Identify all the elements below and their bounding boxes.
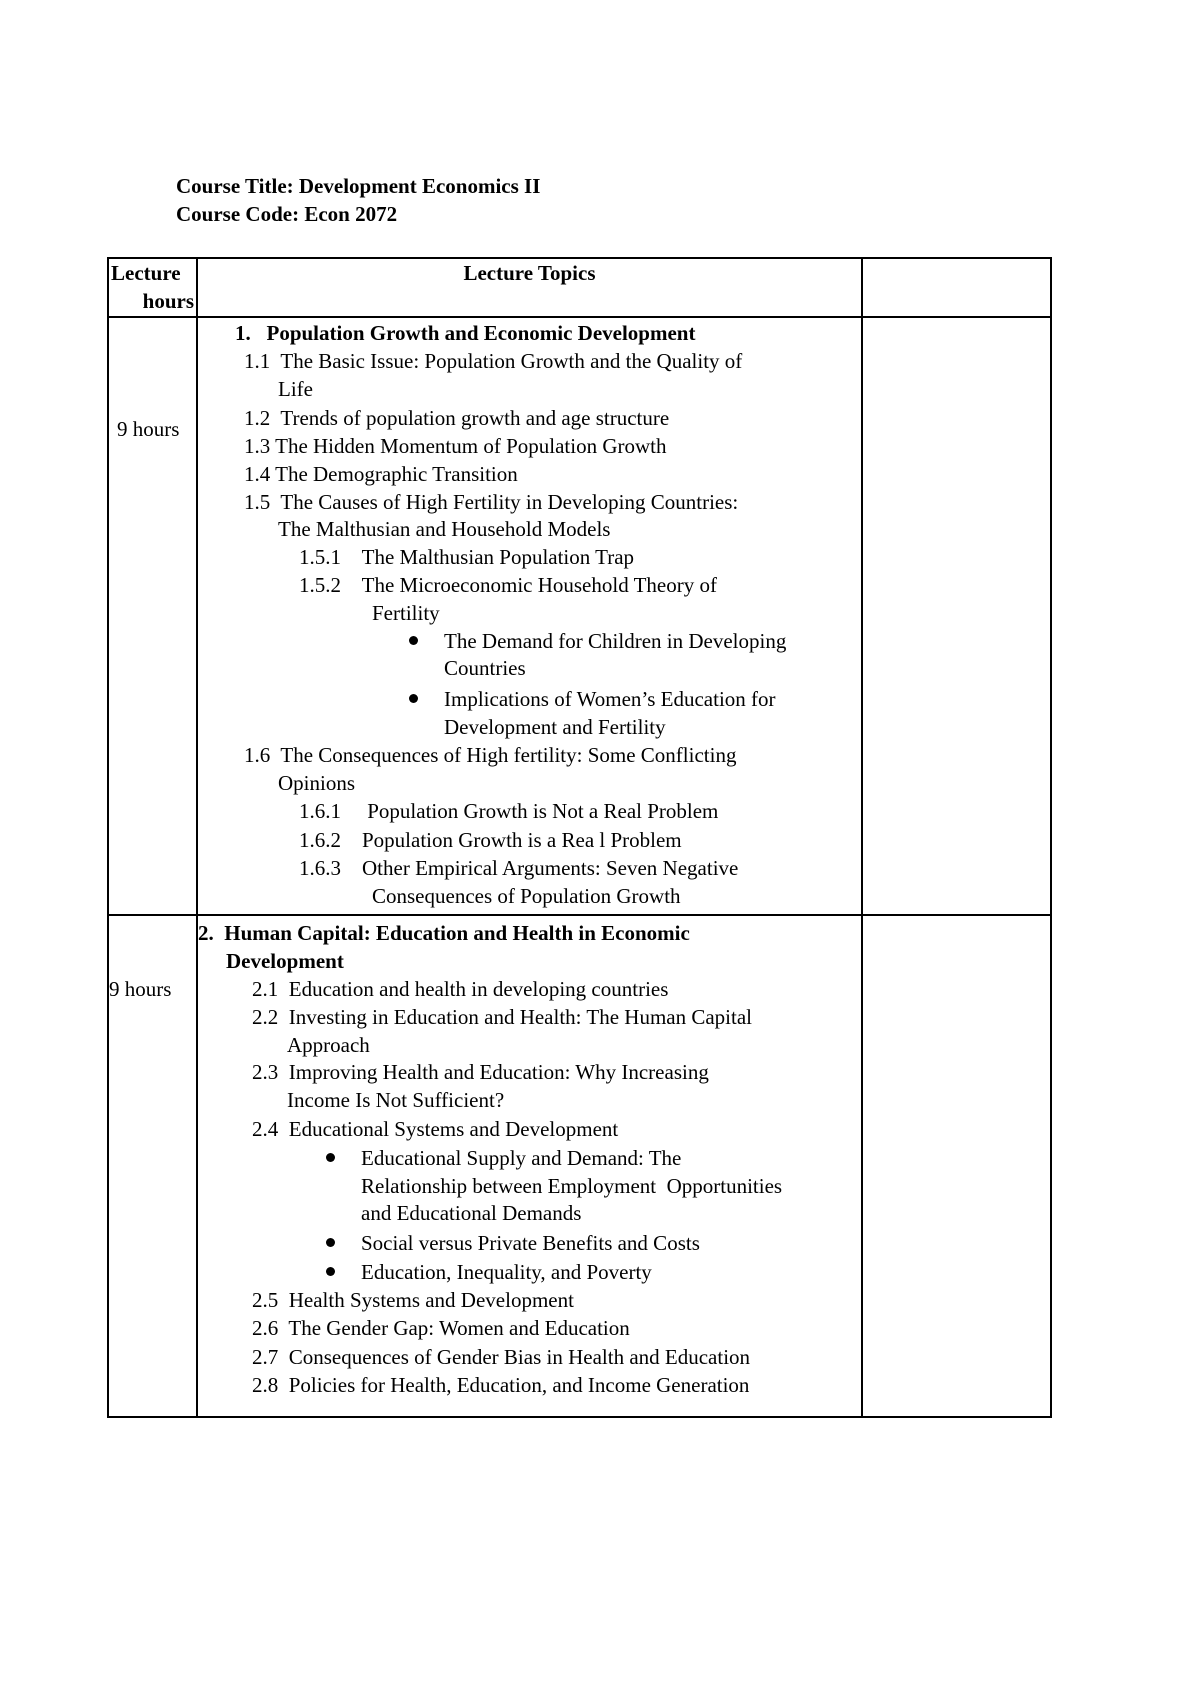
bullet-icon: [326, 1238, 335, 1247]
section-2-heading-cont: Development: [226, 949, 344, 973]
topic-line: 1.5 The Causes of High Fertility in Developing Countries:: [244, 490, 739, 514]
hours-cell-section-2: [108, 915, 197, 1417]
topic-line: 2.7 Consequences of Gender Bias in Health and Education: [252, 1345, 751, 1369]
topic-line: 2.3 Improving Health and Education: Why Increasing: [252, 1060, 709, 1084]
header-empty-cell: [862, 258, 1051, 317]
section-1-hours: 9 hours: [117, 417, 180, 441]
topic-line: The Demand for Children in Developing: [444, 629, 787, 653]
header-hours-line1: Lecture: [111, 261, 181, 285]
topic-line: 1.5.2 The Microeconomic Household Theory of: [299, 573, 717, 597]
topic-line: Educational Supply and Demand: The: [361, 1146, 682, 1170]
topic-line: Implications of Women’s Education for: [444, 687, 776, 711]
topic-line: 1.5.1 The Malthusian Population Trap: [299, 545, 635, 569]
hours-cell-section-1: [108, 317, 197, 915]
header-lecture-hours: [108, 258, 197, 317]
course-title: Course Title: Development Economics II: [176, 174, 541, 198]
table-row-section-1: [108, 317, 1051, 915]
topic-line: Consequences of Population Growth: [372, 884, 681, 908]
topic-line: 2.5 Health Systems and Development: [252, 1288, 574, 1312]
bullet-icon: [409, 694, 418, 703]
topic-line: 2.2 Investing in Education and Health: The Human Capital: [252, 1005, 753, 1029]
syllabus-table: [107, 257, 1052, 1418]
topic-line: and Educational Demands: [361, 1201, 582, 1225]
table-row-section-2: [108, 915, 1051, 1417]
extra-cell-section-2: [862, 915, 1051, 1417]
table-header-row: [108, 258, 1051, 317]
topic-line: 1.2 Trends of population growth and age structure: [244, 406, 670, 430]
header-hours-line2: hours: [142, 289, 194, 313]
topic-line: Approach: [287, 1033, 370, 1057]
topic-line: Fertility: [372, 601, 440, 625]
topic-line: Income Is Not Sufficient?: [287, 1088, 505, 1112]
section-2-hours: 9 hours: [109, 977, 172, 1001]
topic-line: 2.8 Policies for Health, Education, and Income Generation: [252, 1373, 750, 1397]
topic-line: The Malthusian and Household Models: [278, 517, 611, 541]
extra-cell-section-1: [862, 317, 1051, 915]
section-2-heading: 2. Human Capital: Education and Health in Economic: [198, 921, 690, 945]
topics-cell-section-2: [197, 915, 862, 1417]
topic-line: Development and Fertility: [444, 715, 666, 739]
bullet-icon: [409, 636, 418, 645]
topic-line: 1.6.1 Population Growth is Not a Real Problem: [299, 799, 719, 823]
topic-line: 1.6.3 Other Empirical Arguments: Seven Negative: [299, 856, 739, 880]
section-1-heading: 1. Population Growth and Economic Development: [235, 321, 696, 345]
topic-line: 1.1 The Basic Issue: Population Growth and the Quality of: [244, 349, 743, 373]
topic-line: Education, Inequality, and Poverty: [361, 1260, 652, 1284]
topic-line: Life: [278, 377, 313, 401]
topic-line: 1.4 The Demographic Transition: [244, 462, 518, 486]
topic-line: 2.6 The Gender Gap: Women and Education: [252, 1316, 630, 1340]
bullet-icon: [326, 1267, 335, 1276]
topic-line: Opinions: [278, 771, 356, 795]
topic-line: Social versus Private Benefits and Costs: [361, 1231, 700, 1255]
topic-line: 1.6 The Consequences of High fertility: Some Conflicting: [244, 743, 737, 767]
topic-line: 1.6.2 Population Growth is a Rea l Problem: [299, 828, 682, 852]
topic-line: Relationship between Employment Opportunities: [361, 1174, 783, 1198]
header-lecture-topics: Lecture Topics: [197, 258, 862, 317]
topic-line: 1.3 The Hidden Momentum of Population Growth: [244, 434, 667, 458]
topic-line: 2.1 Education and health in developing countries: [252, 977, 669, 1001]
topics-cell-section-1: [197, 317, 862, 915]
topic-line: Countries: [444, 656, 526, 680]
topic-line: 2.4 Educational Systems and Development: [252, 1117, 619, 1141]
course-code: Course Code: Econ 2072: [176, 202, 398, 226]
bullet-icon: [326, 1153, 335, 1162]
course-header: [176, 172, 540, 228]
